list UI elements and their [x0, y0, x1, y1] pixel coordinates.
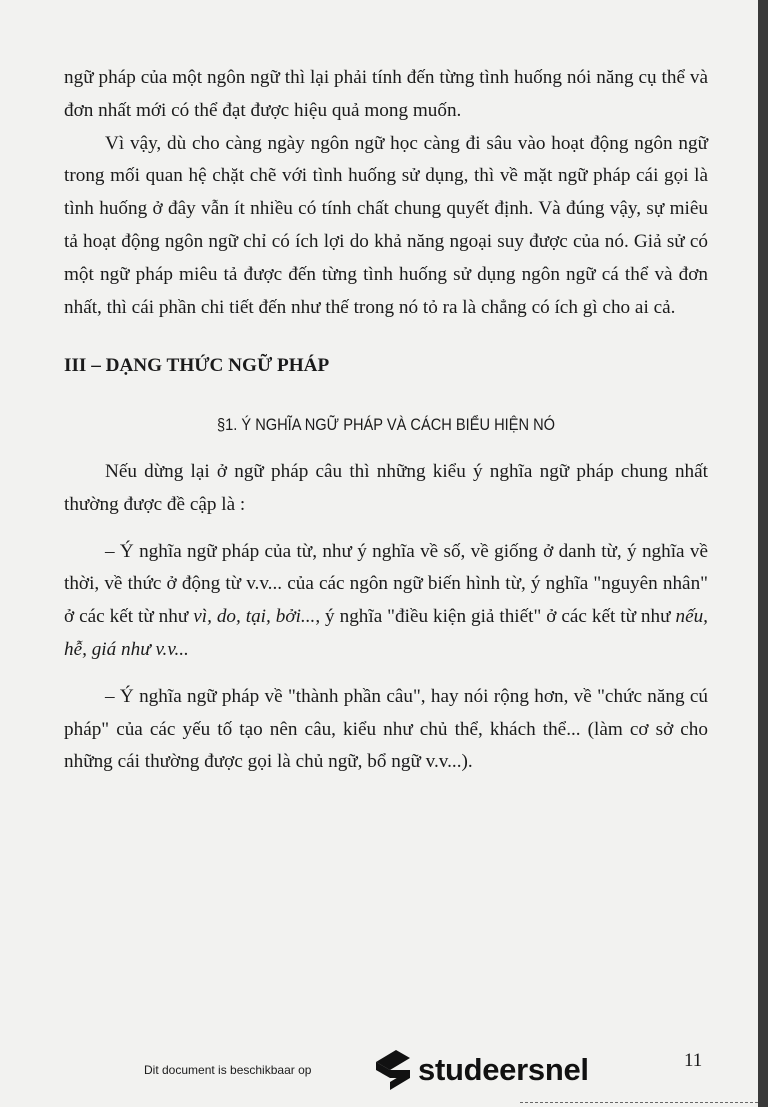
document-page: [64, 62, 708, 779]
brand-name: studeersnel: [418, 1052, 589, 1087]
list-item-paragraph: [64, 536, 708, 667]
paragraph-text: – Ý nghĩa ngữ pháp của từ, như ý nghĩa về số, về giống ở danh từ, ý nghĩa về thời, về thức ở động từ v.v... của các ngôn ngữ biến hình từ, ý nghĩa "nguyên nhân" ở các kết từ như: [64, 540, 708, 628]
paragraph-text: , ý nghĩa "điều kiện giả thiết" ở các kết từ như: [315, 606, 676, 628]
footer-note: Dit document is beschikbaar op: [144, 1063, 312, 1077]
example-words: nếu, hễ, giá như v.v...: [64, 606, 708, 660]
divider: [520, 1102, 758, 1103]
page-number: 11: [684, 1050, 703, 1071]
paragraph: Nếu dừng lại ở ngữ pháp câu thì những kiểu ý nghĩa ngữ pháp chung nhất thường được đề cập là :: [64, 460, 708, 515]
scan-page-edge: [758, 0, 768, 1107]
studeersnel-logo-icon: [374, 1048, 412, 1092]
paragraph-continuation: ngữ pháp của một ngôn ngữ thì lại phải tính đến từng tình huống nói năng cụ thể và đơn nhất mới có thể đạt được hiệu quả mong muốn.: [64, 67, 708, 121]
list-item-paragraph: – Ý nghĩa ngữ pháp về "thành phần câu", hay nói rộng hơn, về "chức năng cú pháp" của các yếu tố tạo nên câu, kiểu như chủ thể, khách thể... (làm cơ sở cho những cái thường được gọi là chủ ngữ, bổ ngữ v.v...).: [64, 685, 708, 773]
example-words: vì, do, tại, bởi...: [193, 606, 316, 628]
section-heading: III – DẠNG THỨC NGỮ PHÁP: [64, 355, 330, 377]
studeersnel-brand[interactable]: [374, 1048, 589, 1092]
paragraph: Vì vậy, dù cho càng ngày ngôn ngữ học càng đi sâu vào hoạt động ngôn ngữ trong mối quan hệ chặt chẽ với tình huống sử dụng, thì về mặt ngữ pháp cái gọi là tình huống ở đây vẫn ít nhiều có tính chất chung quyết định. Và đúng vậy, sự miêu tả hoạt động ngôn ngữ chỉ có ích lợi do khả năng ngoại suy được của nó. Giả sử có một ngữ pháp miêu tả được đến từng tình huống sử dụng ngôn ngữ cá thể và đơn nhất, thì cái phần chi tiết đến như thế trong nó tỏ ra là chẳng có ích gì cho ai cả.: [64, 132, 708, 318]
subsection-heading: §1. Ý NGHĨA NGỮ PHÁP VÀ CÁCH BIỂU HIỆN NÓ: [216, 415, 556, 435]
